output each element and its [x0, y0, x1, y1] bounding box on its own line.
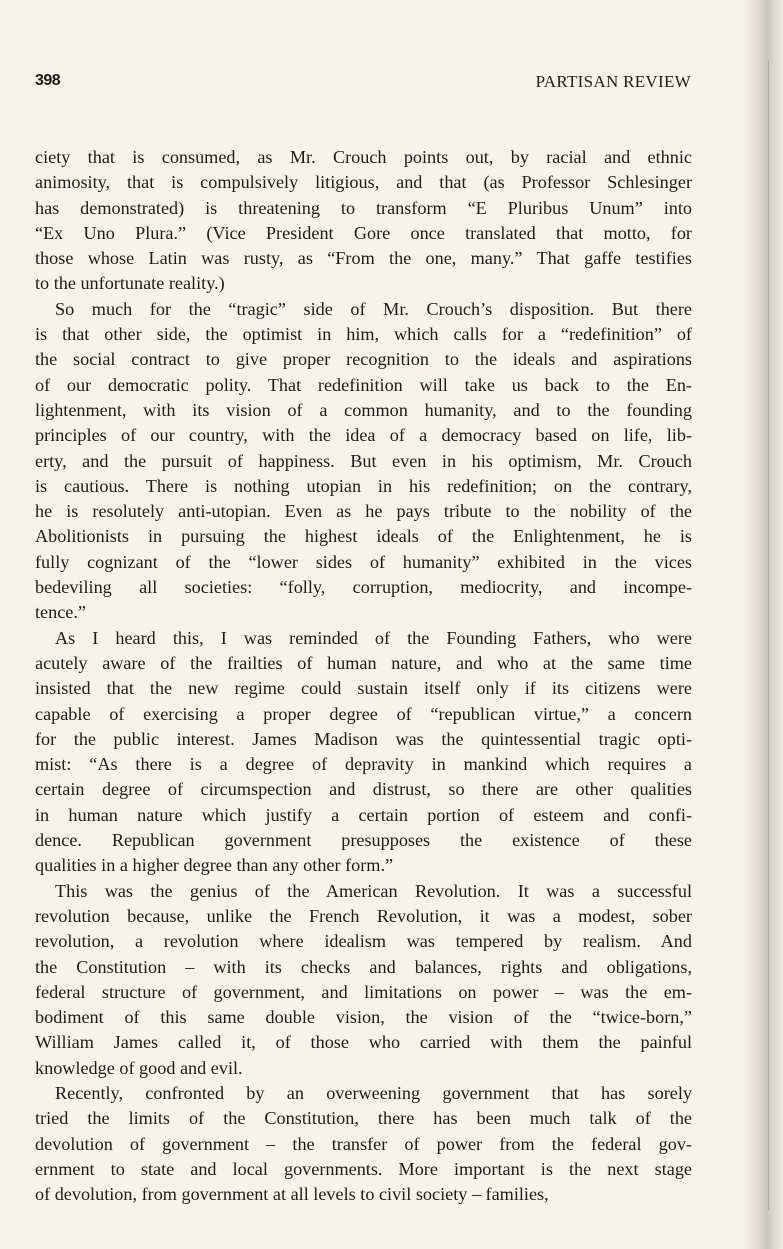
- text-line: to the unfortunate reality.): [35, 273, 225, 294]
- text-line: William James called it, of those who carried with them the painful: [35, 1032, 692, 1053]
- paragraph: [35, 145, 692, 297]
- body-text: [35, 145, 692, 1207]
- page-curl-shadow: [743, 0, 783, 1249]
- text-line: is that other side, the optimist in him, which calls for a “redefinition” of: [35, 324, 692, 345]
- text-line: Abolitionists in pursuing the highest ideals of the Enlightenment, he is: [35, 526, 692, 547]
- text-line: is cautious. There is nothing utopian in his redefinition; on the contrary,: [35, 475, 692, 496]
- text-line: lightenment, with its vision of a common humanity, and to the founding: [35, 399, 692, 420]
- text-line: he is resolutely anti-utopian. Even as he pays tribute to the nobility of the: [35, 501, 692, 522]
- text-line: As I heard this, I was reminded of the Founding Fathers, who were: [55, 627, 692, 648]
- text-line: of our democratic polity. That redefinition will take us back to the En-: [35, 374, 692, 395]
- text-line: Recently, confronted by an overweening government that has sorely: [55, 1082, 692, 1103]
- text-line: for the public interest. James Madison was the quintessential tragic opti-: [35, 728, 692, 749]
- text-line: bodiment of this same double vision, the vision of the “twice-born,”: [35, 1007, 692, 1028]
- paragraph: [35, 626, 692, 879]
- text-line: principles of our country, with the idea of a democracy based on life, lib-: [35, 425, 692, 446]
- text-line: of devolution, from government at all levels to civil society – families,: [35, 1184, 549, 1205]
- text-line: federal structure of government, and limitations on power – was the em-: [35, 981, 692, 1002]
- text-line: revolution, a revolution where idealism was tempered by realism. And: [35, 931, 692, 952]
- text-line: dence. Republican government presupposes the existence of these: [35, 830, 692, 851]
- text-line: ernment to state and local governments. More important is the next stage: [35, 1158, 692, 1179]
- text-line: So much for the “tragic” side of Mr. Crouch’s disposition. But there: [55, 298, 692, 319]
- text-line: revolution because, unlike the French Revolution, it was a modest, sober: [35, 905, 692, 926]
- text-line: in human nature which justify a certain portion of esteem and confi-: [35, 804, 692, 825]
- text-line: knowledge of good and evil.: [35, 1057, 243, 1078]
- paragraph: [35, 297, 692, 626]
- text-line: tried the limits of the Constitution, there has been much talk of the: [35, 1108, 692, 1129]
- paragraph: [35, 1081, 692, 1207]
- text-line: those whose Latin was rusty, as “From the one, many.” That gaffe testifies: [35, 248, 692, 269]
- text-line: capable of exercising a proper degree of “republican virtue,” a concern: [35, 703, 692, 724]
- running-header: [35, 72, 691, 96]
- text-line: devolution of government – the transfer of power from the federal gov-: [35, 1133, 692, 1154]
- text-line: ciety that is consumed, as Mr. Crouch points out, by racial and ethnic: [35, 147, 692, 167]
- text-line: acutely aware of the frailties of human nature, and who at the same time: [35, 652, 692, 673]
- running-title: PARTISAN REVIEW: [535, 72, 691, 91]
- text-line: certain degree of circumspection and distrust, so there are other qualities: [35, 779, 692, 800]
- text-line: insisted that the new regime could sustain itself only if its citizens were: [35, 678, 692, 699]
- text-line: erty, and the pursuit of happiness. But even in his optimism, Mr. Crouch: [35, 450, 692, 471]
- text-line: This was the genius of the American Revolution. It was a successful: [55, 880, 692, 901]
- text-line: animosity, that is compulsively litigious, and that (as Professor Schlesinger: [35, 172, 692, 193]
- text-line: qualities in a higher degree than any other form.”: [35, 855, 394, 876]
- page-number: 398: [35, 72, 61, 89]
- text-line: the social contract to give proper recognition to the ideals and aspirations: [35, 349, 692, 370]
- page-edge: [768, 60, 769, 1210]
- text-line: tence.”: [35, 602, 86, 623]
- text-line: “Ex Uno Plura.” (Vice President Gore once translated that motto, for: [35, 222, 692, 243]
- text-line: bedeviling all societies: “folly, corruption, mediocrity, and incompe-: [35, 577, 692, 598]
- text-line: mist: “As there is a degree of depravity in mankind which requires a: [35, 754, 692, 775]
- text-line: has demonstrated) is threatening to transform “E Pluribus Unum” into: [35, 197, 692, 218]
- paragraph: [35, 879, 692, 1081]
- text-line: fully cognizant of the “lower sides of humanity” exhibited in the vices: [35, 551, 692, 572]
- text-line: the Constitution – with its checks and balances, rights and obligations,: [35, 956, 692, 977]
